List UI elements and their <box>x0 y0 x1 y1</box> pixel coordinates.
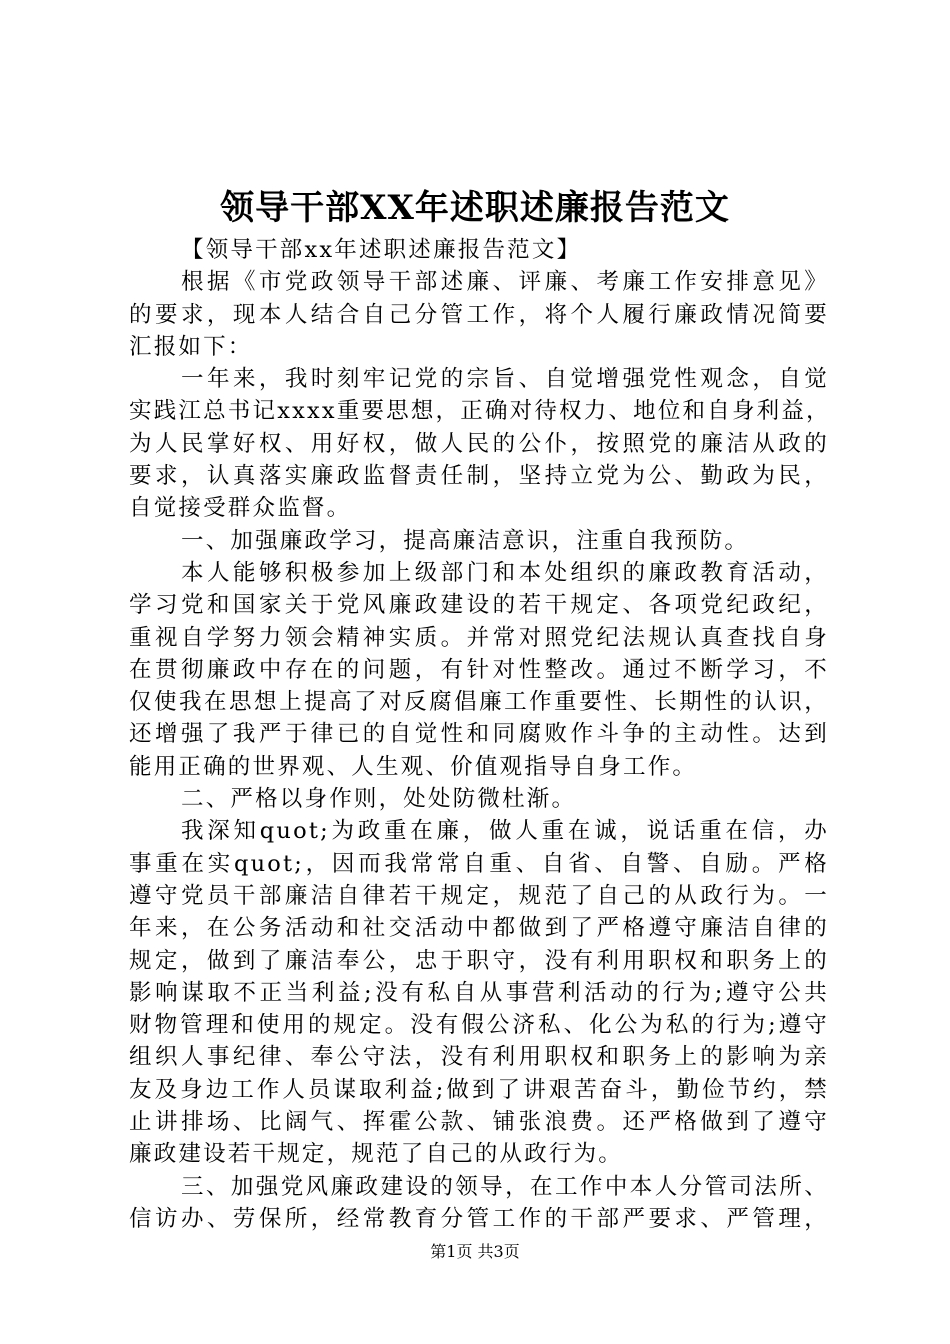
paragraph-line: 事重在实quot;，因而我常常自重、自省、自警、自励。严格 <box>129 850 829 877</box>
paragraph-line: 一年来，我时刻牢记党的宗旨、自觉增强党性观念，自觉 <box>181 366 829 393</box>
paragraph-line: 为人民掌好权、用好权，做人民的公仆，按照党的廉洁从政的 <box>129 430 829 457</box>
paragraph-line: 规定，做到了廉洁奉公，忠于职守，没有利用职权和职务上的 <box>129 947 829 974</box>
page-footer: 第1页 共3页 <box>430 1242 520 1261</box>
paragraph-line: 本人能够积极参加上级部门和本处组织的廉政教育活动， <box>181 559 829 586</box>
paragraph-line: 我深知quot;为政重在廉，做人重在诚，说话重在信，办 <box>181 818 829 845</box>
paragraph-line: 还增强了我严于律已的自觉性和同腐败作斗争的主动性。达到 <box>129 721 829 748</box>
paragraph-line: 仅使我在思想上提高了对反腐倡廉工作重要性、长期性的认识， <box>129 689 829 716</box>
paragraph-line: 遵守党员干部廉洁自律若干规定，规范了自己的从政行为。一 <box>129 882 829 909</box>
paragraph-line: 要求，认真落实廉政监督责任制，坚持立党为公、勤政为民， <box>129 463 829 490</box>
document-title: 领导干部XX年述职述廉报告范文 <box>220 188 730 228</box>
paragraph-line: 【领导干部xx年述职述廉报告范文】 <box>181 237 582 263</box>
paragraph-line: 组织人事纪律、奉公守法，没有利用职权和职务上的影响为亲 <box>129 1044 829 1071</box>
paragraph-line: 止讲排场、比阔气、挥霍公款、铺张浪费。还严格做到了遵守 <box>129 1109 829 1136</box>
paragraph-line: 廉政建设若干规定，规范了自己的从政行为。 <box>129 1141 624 1168</box>
paragraph-line: 自觉接受群众监督。 <box>129 495 352 522</box>
document-body <box>129 234 829 1235</box>
paragraph-line: 一、加强廉政学习，提高廉洁意识，注重自我预防。 <box>181 527 750 554</box>
paragraph-line: 学习党和国家关于党风廉政建设的若干规定、各项党纪政纪， <box>129 592 829 619</box>
paragraph-line: 年来，在公务活动和社交活动中都做到了严格遵守廉洁自律的 <box>129 915 829 942</box>
paragraph-line: 财物管理和使用的规定。没有假公济私、化公为私的行为;遵守 <box>129 1012 829 1039</box>
paragraph-line: 重视自学努力领会精神实质。并常对照党纪法规认真查找自身 <box>129 624 829 651</box>
paragraph-line: 汇报如下： <box>129 333 253 360</box>
paragraph-line: 的要求，现本人结合自己分管工作，将个人履行廉政情况简要 <box>129 301 829 328</box>
paragraph-line: 友及身边工作人员谋取利益;做到了讲艰苦奋斗，勤俭节约，禁 <box>129 1076 829 1103</box>
paragraph-line: 实践江总书记xxxx重要思想，正确对待权力、地位和自身利益， <box>129 398 831 425</box>
paragraph-line: 二、严格以身作则，处处防微杜渐。 <box>181 786 577 813</box>
paragraph-line: 在贯彻廉政中存在的问题，有针对性整改。通过不断学习，不 <box>129 656 829 683</box>
paragraph-line: 信访办、劳保所，经常教育分管工作的干部严要求、严管理， <box>129 1205 829 1232</box>
paragraph-line: 能用正确的世界观、人生观、价值观指导自身工作。 <box>129 753 698 780</box>
paragraph-line: 影响谋取不正当利益;没有私自从事营利活动的行为;遵守公共 <box>129 979 829 1006</box>
paragraph-line: 三、加强党风廉政建设的领导，在工作中本人分管司法所、 <box>181 1173 829 1200</box>
paragraph-line: 根据《市党政领导干部述廉、评廉、考廉工作安排意见》 <box>181 269 829 296</box>
